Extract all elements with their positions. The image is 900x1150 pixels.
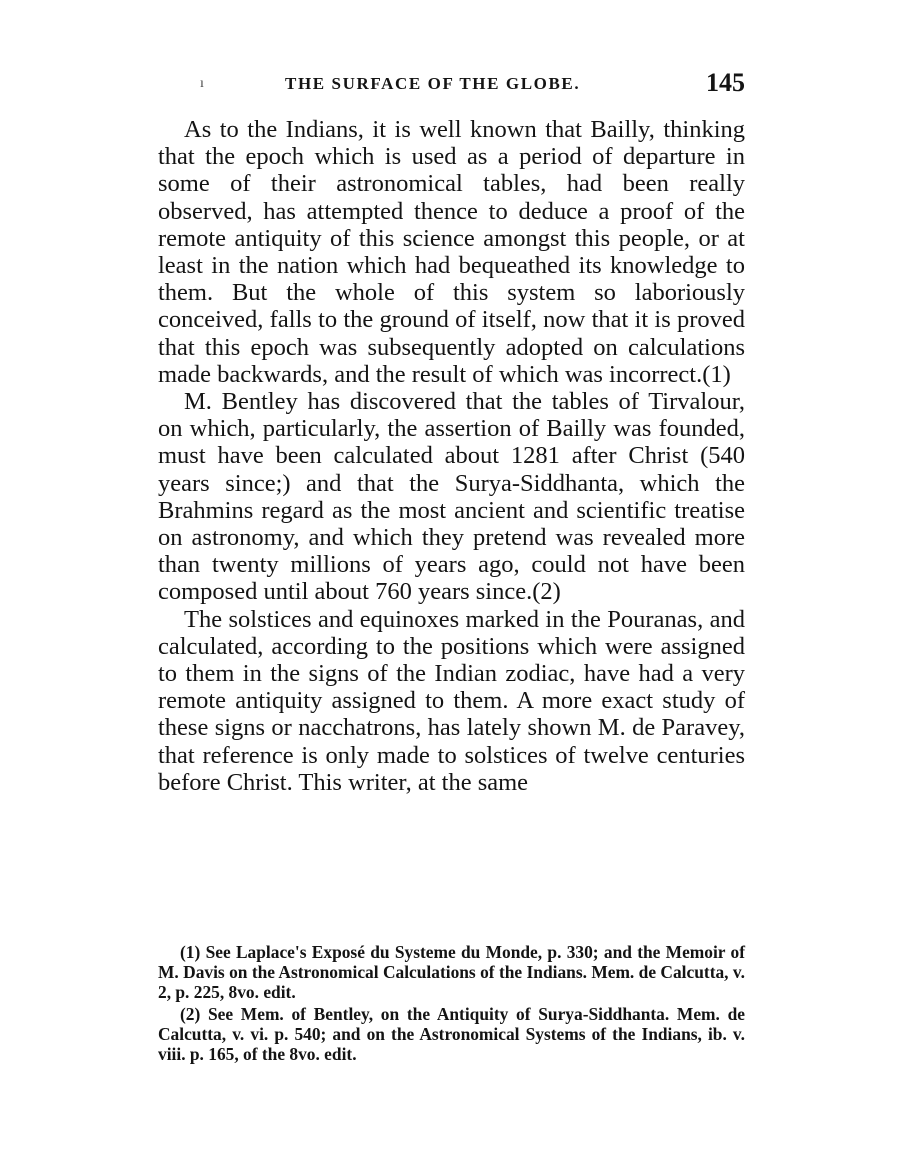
page-header <box>160 68 745 102</box>
body-text <box>158 116 745 796</box>
paragraph-indians-bailly: As to the Indians, it is well known that Bailly, thinking that the epoch which is used as a period of departure in some of their astronomical tables, had been really observed, has attempted thence to deduce a proof of the remote antiquity of this science amongst this people, or at least in the nation which had bequeathed its knowledge to them. But the whole of this system so laboriously conceived, falls to the ground of itself, now that it is proved that this epoch was subsequently adopted on calculations made backwards, and the result of which was incorrect.(1) <box>158 116 745 388</box>
margin-mark: ı <box>200 76 204 91</box>
paragraph-bentley: M. Bentley has discovered that the tables of Tirvalour, on which, particularly, the assertion of Bailly was founded, must have been calculated about 1281 after Christ (540 years since;) and that the Surya-Siddhanta, which the Brahmins regard as the most ancient and scientific treatise on astronomy, and which they pretend was revealed more than twenty millions of years ago, could not have been composed until about 760 years since.(2) <box>158 388 745 606</box>
paragraph-solstices: The solstices and equinoxes marked in the Pouranas, and calculated, according to the positions which were assigned to them in the signs of the Indian zodiac, have had a very remote antiquity assigned to them. A more exact study of these signs or nacchatrons, has lately shown M. de Paravey, that reference is only made to solstices of twelve centuries before Christ. This writer, at the same <box>158 605 745 796</box>
page-number: 145 <box>706 68 745 97</box>
running-title: THE SURFACE OF THE GLOBE. <box>285 74 581 93</box>
footnotes <box>158 942 745 1064</box>
footnote-2: (2) See Mem. of Bentley, on the Antiquity of Surya-Siddhanta. Mem. de Calcutta, v. vi. p. 540; and on the Astronomical Systems of the Indians, ib. v. viii. p. 165, of the 8vo. edit. <box>158 1004 745 1064</box>
footnote-1: (1) See Laplace's Exposé du Systeme du Monde, p. 330; and the Memoir of M. Davis on the Astronomical Calculations of the Indians. Mem. de Calcutta, v. 2, p. 225, 8vo. edit. <box>158 942 745 1002</box>
